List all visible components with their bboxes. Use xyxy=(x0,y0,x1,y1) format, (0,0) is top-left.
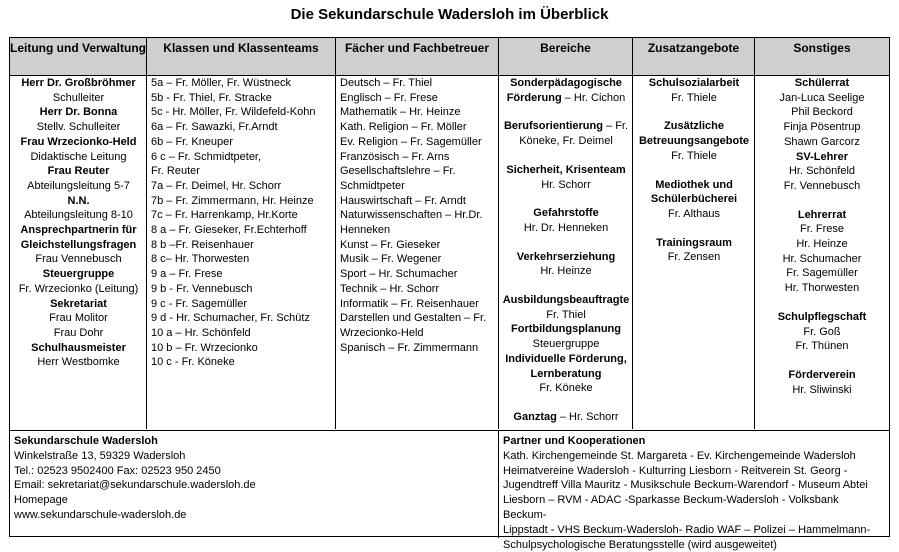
bereiche-item xyxy=(499,178,633,193)
bereiche-item-text: Hr. Dr. Henneken xyxy=(523,221,609,234)
contact-homepage-link[interactable]: www.sekundarschule-wadersloh.de xyxy=(14,508,187,521)
bereiche-item xyxy=(499,352,633,367)
bereiche-item-heading: Sicherheit, Krisenteam xyxy=(506,163,626,176)
sonstiges-item-heading: Lehrerrat xyxy=(797,208,847,221)
faecher-item: Englisch – Fr. Frese xyxy=(340,91,438,104)
bereiche-item-text: – Fr. xyxy=(602,120,629,133)
bereiche-item-text: Hr. Schorr xyxy=(541,178,591,191)
klassen-item: 9 d - Hr. Schumacher, Fr. Schütz xyxy=(151,312,310,325)
partners-heading: Partner und Kooperationen xyxy=(503,435,646,447)
leitung-item-heading: Schulhausmeister xyxy=(31,341,126,354)
header-zusatzangebote: Zusatzangebote xyxy=(633,38,755,75)
sonstiges-item: Fr. Vennebusch xyxy=(783,179,861,192)
faecher-item: Kath. Religion – Fr. Möller xyxy=(340,121,467,134)
bereiche-item-text: Köneke, Fr. Deimel xyxy=(519,135,613,148)
faecher-item: Deutsch – Fr. Thiel xyxy=(340,77,433,89)
bereiche-item xyxy=(499,381,633,396)
sonstiges-item: Hr. Schumacher xyxy=(782,252,862,265)
zusatzangebote-item-heading: Betreuungsangebote xyxy=(638,135,749,148)
klassen-item: 8 b –Fr. Reisenhauer xyxy=(151,238,254,251)
contact-block xyxy=(10,431,499,538)
faecher-item: Naturwissenschaften – Hr.Dr. xyxy=(340,209,483,222)
sonstiges-item: Fr. Goß xyxy=(803,325,841,338)
sonstiges-item: Jan-Luca Seelige xyxy=(779,91,865,104)
bereiche-item-text: – Hr. Cichon xyxy=(561,91,626,104)
klassen-item: 10 a – Hr. Schönfeld xyxy=(151,326,251,339)
faecher-item: Mathematik – Hr. Heinze xyxy=(340,106,461,119)
leitung-item-heading: Frau Reuter xyxy=(47,165,110,178)
bereiche-item xyxy=(499,163,633,178)
bereiche-item-text: Fr. Thiel xyxy=(546,308,586,321)
spacer xyxy=(499,396,633,410)
bereiche-item-heading: Lernberatung xyxy=(530,367,602,380)
leitung-item: Frau Vennebusch xyxy=(35,253,122,266)
faecher-item: Spanisch – Fr. Zimmermann xyxy=(340,341,479,354)
leitung-item-heading: Ansprechpartnerin für xyxy=(20,224,137,237)
bereiche-item xyxy=(499,76,633,91)
zusatzangebote-item-heading: Trainingsraum xyxy=(656,236,732,249)
spacer xyxy=(499,279,633,293)
spacer xyxy=(499,236,633,250)
page-title: Die Sekundarschule Wadersloh im Überblick xyxy=(290,6,609,23)
spacer xyxy=(499,149,633,163)
contact-homepage-label: Homepage xyxy=(14,494,68,507)
sonstiges-item: Phil Beckord xyxy=(791,106,853,119)
leitung-item-heading: N.N. xyxy=(67,194,90,207)
sonstiges-item: Hr. Sliwinski xyxy=(792,383,852,396)
leitung-item-heading: Herr Dr. Bonna xyxy=(39,106,118,119)
sonstiges-item: Fr. Frese xyxy=(799,223,844,236)
bereiche-item-heading: Verkehrserziehung xyxy=(516,250,616,263)
faecher-item: Informatik – Fr. Reisenhauer xyxy=(340,297,479,310)
faecher-list xyxy=(336,76,503,355)
footer-row xyxy=(10,430,889,551)
header-faecher: Fächer und Fachbetreuer xyxy=(336,38,499,75)
spacer xyxy=(499,192,633,206)
bereiche-item-heading: Individuelle Förderung, xyxy=(505,352,627,365)
klassen-item: 7c – Fr. Harrenkamp, Hr.Korte xyxy=(151,209,298,222)
spacer xyxy=(633,105,755,119)
leitung-item: Herr Westbomke xyxy=(37,356,120,369)
bereiche-item xyxy=(499,264,633,279)
klassen-item: 8 c– Hr. Thorwesten xyxy=(151,253,250,266)
leitung-item-heading: Herr Dr. Großbröhmer xyxy=(21,77,136,89)
header-klassen: Klassen und Klassenteams xyxy=(147,38,336,75)
spacer xyxy=(633,222,755,236)
klassen-item: 9 b - Fr. Vennebusch xyxy=(151,282,253,295)
bereiche-item xyxy=(499,308,633,323)
partners-line: Heimatvereine Wadersloh - Kulturring Liesborn - Reitverein St. Georg - xyxy=(503,464,848,477)
klassen-item: 6 c – Fr. Schmidtpeter, xyxy=(151,150,262,163)
leitung-item: Fr. Wrzecionko (Leitung) xyxy=(18,282,139,295)
sonstiges-item: Hr. Thorwesten xyxy=(784,282,860,295)
klassen-item: 10 b – Fr. Wrzecionko xyxy=(151,341,258,354)
sonstiges-item: Shawn Garcorz xyxy=(784,135,860,148)
bereiche-item-text: – Hr. Schorr xyxy=(556,410,619,423)
partners-line: Liesborn – RVM - ADAC -Sparkasse Beckum-Wadersloh - Volksbank Beckum- xyxy=(503,494,839,521)
klassen-item: 5c - Hr. Möller, Fr. Wildefeld-Kohn xyxy=(151,106,316,119)
header-leitung: Leitung und Verwaltung xyxy=(10,38,147,75)
bereiche-item xyxy=(499,293,633,308)
klassen-item: 8 a – Fr. Gieseker, Fr.Echterhoff xyxy=(151,224,307,237)
bereiche-item xyxy=(499,367,633,382)
bereiche-item-heading: Fortbildungsplanung xyxy=(511,323,621,336)
klassen-item: 6b – Fr. Kneuper xyxy=(151,135,233,148)
bereiche-item-text: Fr. Köneke xyxy=(539,382,593,395)
klassen-item: 9 c - Fr. Sagemüller xyxy=(151,297,247,310)
leitung-item-heading: Steuergruppe xyxy=(42,268,115,281)
bereiche-item xyxy=(499,322,633,337)
faecher-item: Henneken xyxy=(340,224,391,237)
faecher-item: Wrzecionko-Held xyxy=(340,326,424,339)
klassen-item: 7b – Fr. Zimmermann, Hr. Heinze xyxy=(151,194,314,207)
bereiche-item-heading: Gefahrstoffe xyxy=(533,207,599,220)
sonstiges-item: Hr. Schönfeld xyxy=(788,165,856,178)
contact-heading: Sekundarschule Wadersloh xyxy=(14,435,158,447)
klassen-item: 6a – Fr. Sawazki, Fr.Arndt xyxy=(151,121,278,134)
header-bereiche: Bereiche xyxy=(499,38,633,75)
partners-line: Lippstadt - VHS Beckum-Wadersloh- Radio WAF – Polizei – Hammelmann- xyxy=(503,523,871,536)
bereiche-item xyxy=(499,119,633,134)
bereiche-item-text: Steuergruppe xyxy=(532,338,600,351)
partners-line: Kath. Kirchengemeinde St. Margareta - Ev. Kirchengemeinde Wadersloh xyxy=(503,449,856,462)
bereiche-item xyxy=(499,206,633,221)
klassen-list xyxy=(147,76,340,370)
klassen-item: 7a – Fr. Deimel, Hr. Schorr xyxy=(151,179,282,192)
bereiche-item xyxy=(499,221,633,236)
leitung-item: Frau Dohr xyxy=(53,326,104,339)
bereiche-item-heading: Sonderpädagogische xyxy=(510,77,622,89)
klassen-item: 5b - Fr. Thiel, Fr. Stracke xyxy=(151,91,272,104)
leitung-item: Abteilungsleitung 5-7 xyxy=(27,179,130,192)
leitung-item: Frau Molitor xyxy=(49,312,108,325)
bereiche-item xyxy=(499,337,633,352)
leitung-item: Schulleiter xyxy=(52,91,105,104)
faecher-item: Hauswirtschaft – Fr. Arndt xyxy=(340,194,466,207)
sonstiges-list xyxy=(755,76,889,397)
faecher-item: Französisch – Fr. Arns xyxy=(340,150,450,163)
leitung-item: Stellv. Schulleiter xyxy=(36,121,121,134)
bereiche-item xyxy=(499,134,633,149)
bereiche-item xyxy=(499,91,633,106)
sonstiges-item-heading: SV-Lehrer xyxy=(796,150,848,163)
partners-block xyxy=(499,431,889,551)
faecher-item: Sport – Hr. Schumacher xyxy=(340,268,458,281)
bereiche-item xyxy=(499,410,633,425)
sonstiges-item: Hr. Heinze xyxy=(796,238,848,251)
header-sonstiges: Sonstiges xyxy=(793,41,851,55)
leitung-item-heading: Gleichstellungsfragen xyxy=(20,238,137,251)
leitung-item-heading: Sekretariat xyxy=(50,297,107,310)
bereiche-item-heading: Ganztag xyxy=(513,410,557,423)
leitung-item: Didaktische Leitung xyxy=(30,150,127,163)
sonstiges-item: Finja Pösentrup xyxy=(783,121,861,134)
spacer xyxy=(499,105,633,119)
bereiche-item-heading: Ausbildungsbeauftragte xyxy=(502,294,630,307)
spacer xyxy=(755,194,889,208)
faecher-item: Darstellen und Gestalten – Fr. xyxy=(340,312,487,325)
leitung-list xyxy=(10,76,147,370)
contact-address: Winkelstraße 13, 59329 Wadersloh xyxy=(14,449,186,462)
bereiche-item-heading: Förderung xyxy=(506,91,562,104)
spacer xyxy=(633,164,755,178)
faecher-item: Schmidtpeter xyxy=(340,179,405,192)
zusatzangebote-item-heading: Mediothek und xyxy=(655,178,733,191)
zusatzangebote-item-heading: Schulsozialarbeit xyxy=(648,77,740,89)
faecher-item: Gesellschaftslehre – Fr. xyxy=(340,165,456,178)
zusatzangebote-list xyxy=(633,76,755,265)
zusatzangebote-item: Fr. Althaus xyxy=(668,207,720,220)
klassen-item: 10 c - Fr. Köneke xyxy=(151,356,235,369)
bereiche-item-text: Hr. Heinze xyxy=(540,265,592,278)
faecher-item: Musik – Fr. Wegener xyxy=(340,253,442,266)
leitung-item-heading: Frau Wrzecionko-Held xyxy=(20,135,137,148)
faecher-item: Technik – Hr. Schorr xyxy=(340,282,440,295)
contact-email[interactable]: Email: sekretariat@sekundarschule.wadersloh.de xyxy=(14,479,256,492)
faecher-item: Kunst – Fr. Gieseker xyxy=(340,238,441,251)
overview-table xyxy=(9,37,890,551)
klassen-item: Fr. Reuter xyxy=(151,165,200,178)
zusatzangebote-item: Fr. Thiele xyxy=(671,91,717,104)
partners-line: Jugendtreff Villa Mauritz - Musikschule Beckum-Warendorf - Museum Abtei xyxy=(503,479,868,492)
zusatzangebote-item: Fr. Zensen xyxy=(667,251,721,264)
sonstiges-item-heading: Schulpflegschaft xyxy=(777,310,867,323)
klassen-item: 5a – Fr. Möller, Fr. Wüstneck xyxy=(151,77,291,89)
bereiche-list xyxy=(499,76,633,425)
leitung-item: Abteilungsleitung 8-10 xyxy=(24,209,133,222)
sonstiges-item-heading: Förderverein xyxy=(788,368,856,381)
bereiche-item xyxy=(499,250,633,265)
spacer xyxy=(755,296,889,310)
bereiche-item-heading: Berufsorientierung xyxy=(503,120,603,133)
spacer xyxy=(755,354,889,368)
zusatzangebote-item-heading: Zusätzliche xyxy=(664,120,724,133)
sonstiges-item: Fr. Thünen xyxy=(795,340,849,353)
klassen-item: 9 a – Fr. Frese xyxy=(151,268,223,281)
sonstiges-item-heading: Schülerrat xyxy=(794,77,850,89)
sonstiges-item: Fr. Sagemüller xyxy=(786,267,858,280)
zusatzangebote-item: Fr. Thiele xyxy=(671,149,717,162)
contact-phone: Tel.: 02523 9502400 Fax: 02523 950 2450 xyxy=(14,464,221,477)
zusatzangebote-item-heading: Schülerbücherei xyxy=(650,193,738,206)
partners-line: Schulpsychologische Beratungsstelle (wird ausgeweitet) xyxy=(503,538,777,551)
faecher-item: Ev. Religion – Fr. Sagemüller xyxy=(340,135,482,148)
